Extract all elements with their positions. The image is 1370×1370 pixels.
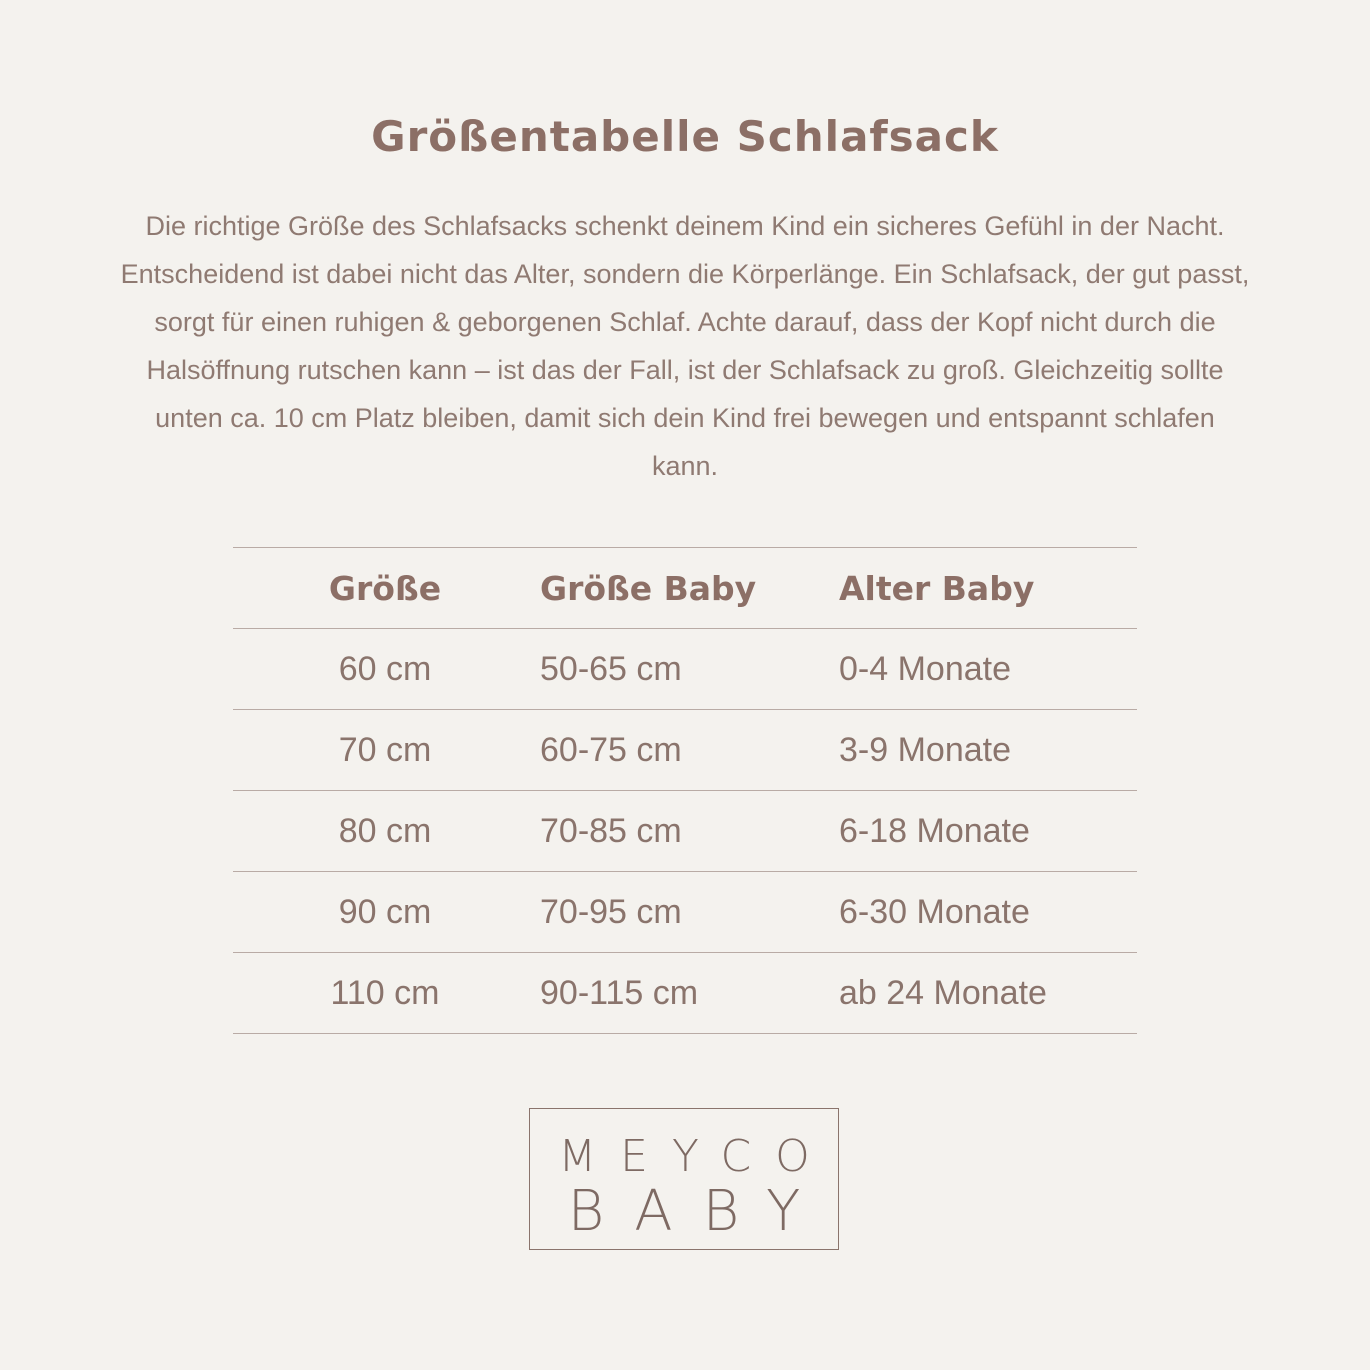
cell-groesse-baby: 60-75 cm: [540, 730, 682, 769]
cell-groesse-baby: 70-95 cm: [540, 892, 682, 931]
cell-groesse-baby: 50-65 cm: [540, 649, 682, 688]
size-table: [233, 547, 1137, 1034]
cell-groesse-baby: 90-115 cm: [540, 973, 699, 1012]
table-row: [233, 952, 1137, 1034]
cell-alter-baby: ab 24 Monate: [839, 973, 1047, 1012]
cell-alter-baby: 6-18 Monate: [839, 811, 1030, 850]
logo-line-2: BABY: [567, 1179, 831, 1244]
cell-groesse: 80 cm: [338, 811, 432, 850]
logo-line-1: MEYCO: [558, 1131, 834, 1182]
cell-groesse: 110 cm: [330, 973, 440, 1012]
cell-alter-baby: 3-9 Monate: [839, 730, 1011, 769]
table-row: [233, 790, 1137, 871]
cell-groesse: 70 cm: [338, 730, 432, 769]
cell-groesse: 60 cm: [338, 649, 432, 688]
header-alter-baby: Alter Baby: [839, 568, 1035, 608]
table-row: [233, 709, 1137, 790]
header-groesse-baby: Größe Baby: [540, 568, 757, 608]
page-title: Größentabelle Schlafsack: [371, 112, 999, 161]
header-groesse: Größe: [328, 568, 442, 608]
table-header-row: [233, 547, 1137, 628]
intro-text: Die richtige Größe des Schlafsacks schenkt deinem Kind ein sicheres Gefühl in der Nacht. Entscheidend ist dabei nicht das Alter, sondern die Körperlänge. Ein Schlafsack, der gut passt, sorgt für einen ruhigen & geborgenen Schlaf. Achte darauf, dass der Kopf nicht durch die Halsöffnung rutschen kann – ist das der Fall, ist der Schlafsack zu groß. Gleichzeitig sollte unten ca. 10 cm Platz bleiben, damit sich dein Kind frei bewegen und entspannt schlafen kann.: [120, 211, 1250, 481]
table-row: [233, 871, 1137, 952]
table-row: [233, 628, 1137, 709]
cell-alter-baby: 0-4 Monate: [839, 649, 1011, 688]
cell-alter-baby: 6-30 Monate: [839, 892, 1030, 931]
cell-groesse: 90 cm: [338, 892, 432, 931]
cell-groesse-baby: 70-85 cm: [540, 811, 682, 850]
brand-logo: [529, 1108, 839, 1250]
